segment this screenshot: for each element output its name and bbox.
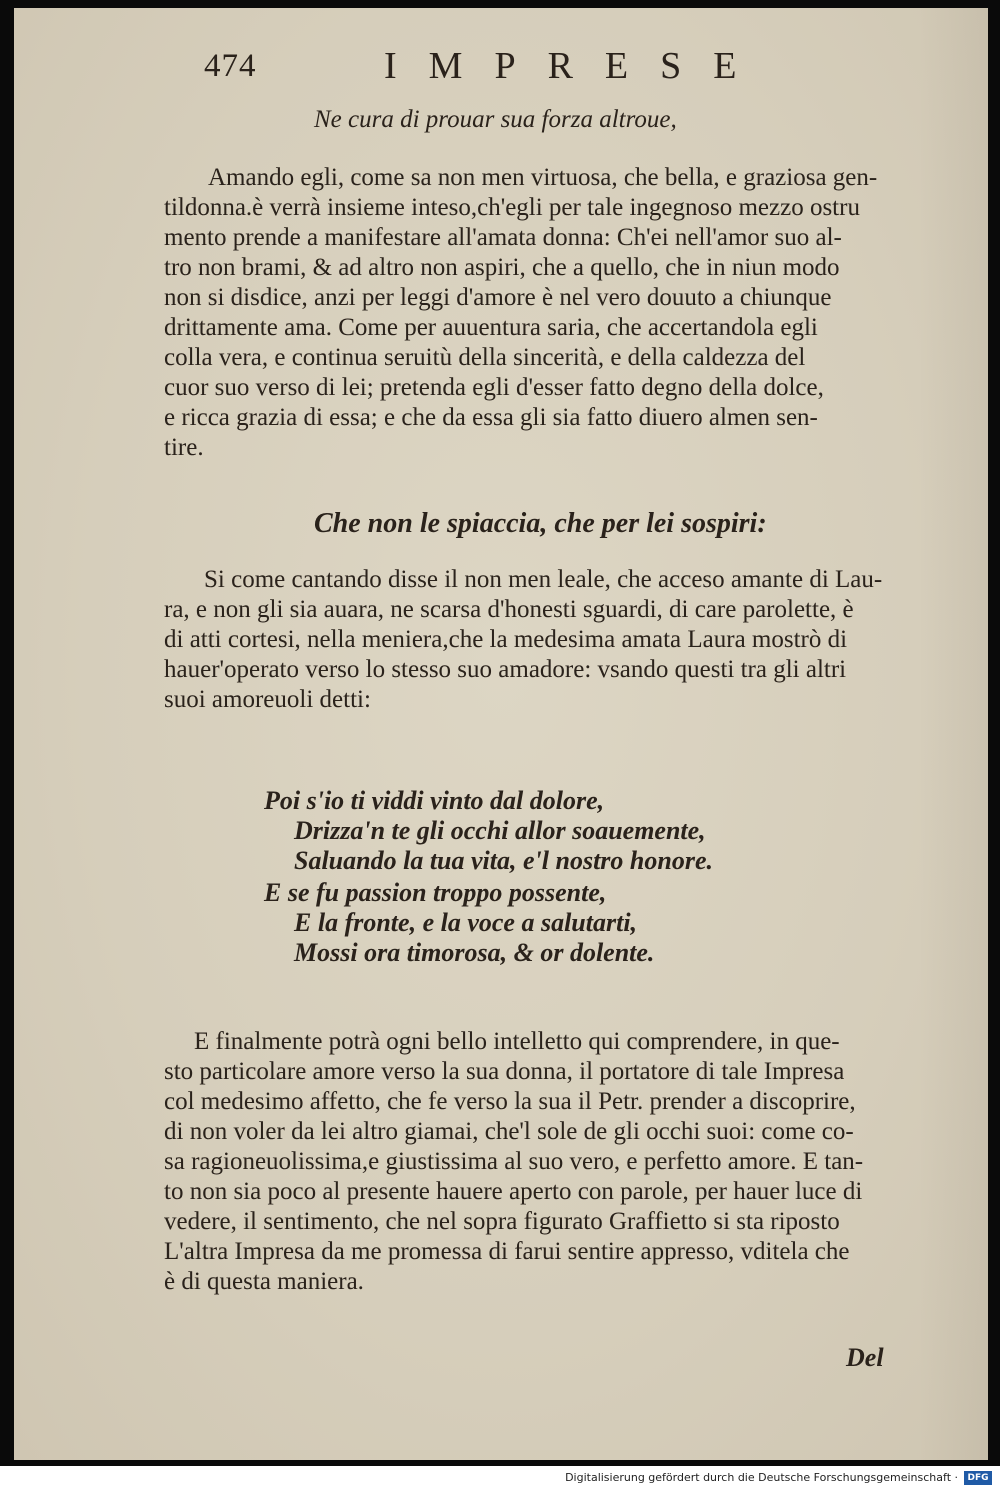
text-line: tire. (164, 434, 204, 461)
text-line: L'altra Impresa da me promessa di farui sentire appresso, vditela che (164, 1238, 850, 1265)
page-number: 474 (204, 48, 257, 84)
text-line: mento prende a manifestare all'amata donna: Ch'ei nell'amor suo al- (164, 224, 842, 251)
text-line: colla vera, e continua seruitù della sincerità, e della caldezza del (164, 344, 806, 371)
book-page (14, 8, 988, 1460)
text-line: drittamente ama. Come per auuentura saria, che accertandola egli (164, 314, 818, 341)
verse-line: E la fronte, e la voce a salutarti, (294, 908, 638, 937)
motto: Che non le spiaccia, che per lei sospiri: (314, 508, 767, 539)
verse-line: Saluando la tua vita, e'l nostro honore. (294, 846, 713, 875)
text-line: non si disdice, anzi per leggi d'amore è nel vero douuto a chiunque (164, 284, 832, 311)
text-line: di atti cortesi, nella meniera,che la medesima amata Laura mostrò di (164, 626, 848, 653)
page-header (204, 45, 769, 98)
text-line: e ricca grazia di essa; e che da essa gli sia fatto diuero almen sen- (164, 404, 818, 431)
text-line: sto particolare amore verso la sua donna, il portatore di tale Impresa (164, 1058, 845, 1085)
text-line: vedere, il sentimento, che nel sopra figurato Graffietto si sta riposto (164, 1208, 840, 1235)
catch-line: Ne cura di prouar sua forza altroue, (314, 106, 677, 133)
text-line: hauer'operato verso lo stesso suo amadore: vsando questi tra gli altri (164, 656, 847, 683)
verse-line: E se fu passion troppo possente, (264, 878, 607, 907)
catchword: Del (846, 1343, 884, 1372)
text-line: Amando egli, come sa non men virtuosa, che bella, e graziosa gen- (208, 164, 878, 191)
text-line: E finalmente potrà ogni bello intelletto qui comprendere, in que- (194, 1028, 840, 1055)
running-title: IMPRESE (384, 45, 769, 87)
page-gutter-shadow (918, 8, 988, 1460)
dfg-logo: DFG (964, 1471, 992, 1485)
footer-bar (0, 1466, 1000, 1491)
verse-line: Drizza'n te gli occhi allor soauemente, (294, 816, 706, 845)
text-line: sa ragioneuolissima,e giustissima al suo vero, e perfetto amore. E tan- (164, 1148, 864, 1175)
text-line: suoi amoreuoli detti: (164, 686, 371, 713)
verse-line: Poi s'io ti viddi vinto dal dolore, (264, 786, 605, 815)
text-line: tro non brami, & ad altro non aspiri, che a quello, che in niun modo (164, 254, 840, 281)
text-line: tildonna.è verrà insieme inteso,ch'egli per tale ingegnoso mezzo ostru (164, 194, 860, 221)
text-line: Si come cantando disse il non men leale, che acceso amante di Lau- (204, 566, 883, 593)
text-line: è di questa maniera. (164, 1268, 364, 1295)
text-line: ra, e non gli sia auara, ne scarsa d'honesti sguardi, di care parolette, è (164, 596, 854, 623)
verse-line: Mossi ora timorosa, & or dolente. (294, 938, 655, 967)
footer-credit: Digitalisierung gefördert durch die Deutsche Forschungsgemeinschaft · (565, 1471, 958, 1484)
text-line: col medesimo affetto, che fe verso la sua il Petr. prender a discoprire, (164, 1088, 856, 1115)
text-line: di non voler da lei altro giamai, che'l sole de gli occhi suoi: come co- (164, 1118, 854, 1145)
text-line: to non sia poco al presente hauere aperto con parole, per hauer luce di (164, 1178, 863, 1205)
text-line: cuor suo verso di lei; pretenda egli d'esser fatto degno della dolce, (164, 374, 824, 401)
